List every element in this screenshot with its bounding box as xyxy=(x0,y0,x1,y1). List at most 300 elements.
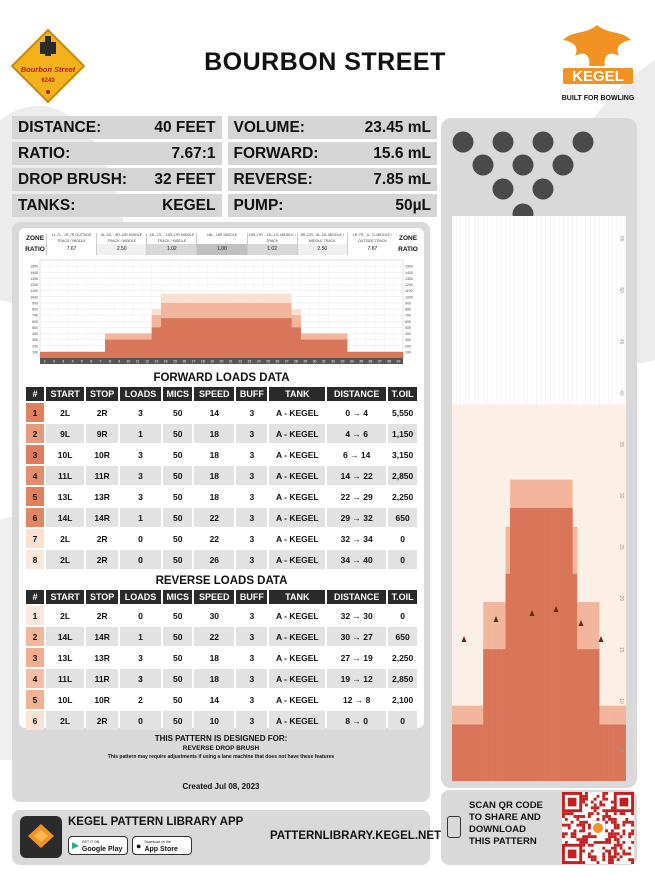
column-header: LOADS xyxy=(120,590,161,604)
zone-title: 1R-7R - 1L-7L MIDDLE / OUTSIDE TRACK xyxy=(352,233,393,243)
stat-cell xyxy=(228,142,438,165)
phone-icon xyxy=(447,816,461,838)
zone-label: ZONE xyxy=(25,235,45,242)
y-tick-label: 1400 xyxy=(30,270,38,275)
table-row xyxy=(26,445,417,464)
pattern-bar xyxy=(356,352,366,358)
y-tick-label: 500 xyxy=(32,325,38,330)
x-tick-label: 19 xyxy=(210,359,215,364)
stat-cell xyxy=(228,168,438,191)
lane-oil-band xyxy=(546,508,551,781)
column-header: LOADS xyxy=(120,387,161,401)
kegel-logo xyxy=(555,20,640,110)
x-tick-label: 16 xyxy=(182,359,187,364)
table-cell: 2L xyxy=(46,711,84,730)
row-number: 4 xyxy=(26,466,44,485)
y-tick-label: 200 xyxy=(32,344,38,349)
zone-title: 18L - 18R MIDDLE xyxy=(206,233,238,237)
table-cell: 2R xyxy=(86,606,118,625)
app-title: KEGEL PATTERN LIBRARY APP xyxy=(68,816,244,828)
table-cell: 50 xyxy=(163,648,192,667)
svg-text:KEGEL: KEGEL xyxy=(572,68,624,85)
column-header: SPEED xyxy=(194,590,234,604)
table-row xyxy=(26,711,417,730)
app-icon[interactable] xyxy=(20,816,62,858)
lane-oil-band xyxy=(510,508,515,781)
zone-ratio: 1.02 xyxy=(248,244,297,255)
oil-pattern-graph xyxy=(24,256,419,368)
x-tick-label: 18 xyxy=(200,359,205,364)
x-tick-label: 1 xyxy=(43,359,46,364)
table-cell: 650 xyxy=(388,508,417,527)
table-row xyxy=(26,424,417,443)
stat-cell xyxy=(12,116,222,139)
column-header: T.OIL xyxy=(388,590,417,604)
table-cell: 2 xyxy=(120,690,161,709)
lane-ruler-label: 40 xyxy=(618,390,624,396)
pattern-bar xyxy=(310,340,320,358)
x-tick-label: 31 xyxy=(321,359,326,364)
lane-oil-band xyxy=(497,649,502,781)
pin-deck xyxy=(441,118,637,228)
zone-title: 13R-17R - 13L-17L MIDDLE / TRACK xyxy=(248,233,296,243)
stat-label: RATIO: xyxy=(18,144,71,162)
table-cell: 50 xyxy=(163,445,192,464)
app-store-button[interactable]: ● Download on the App Store xyxy=(132,836,192,855)
pattern-bar xyxy=(161,318,171,358)
column-header: SPEED xyxy=(194,387,234,401)
google-play-icon: ▶ xyxy=(72,840,79,850)
column-header: T.OIL xyxy=(388,387,417,401)
table-cell: 27 → 19 xyxy=(327,648,386,667)
pattern-bar xyxy=(347,352,357,358)
lane-ruler-label: 10 xyxy=(618,698,624,704)
stat-cell xyxy=(12,168,222,191)
lane-oil-band xyxy=(559,508,564,781)
y-tick-label-right: 400 xyxy=(405,332,411,336)
stat-value: 32 FEET xyxy=(154,170,216,188)
x-tick-label: 2 xyxy=(52,359,55,364)
pin xyxy=(453,132,474,153)
x-tick-label: 34 xyxy=(349,359,354,364)
lane-oil-band xyxy=(528,508,533,781)
table-header-row xyxy=(26,387,417,401)
zone-cell xyxy=(46,233,96,255)
y-tick-label: 800 xyxy=(32,307,38,312)
pin xyxy=(533,132,554,153)
table-cell: 2L xyxy=(46,606,84,625)
table-cell: 18 xyxy=(194,669,234,688)
y-tick-label-right: 1000 xyxy=(405,295,413,300)
x-tick-label: 29 xyxy=(303,359,308,364)
table-cell: 50 xyxy=(163,508,192,527)
table-cell: A - KEGEL xyxy=(269,669,325,688)
column-header: TANK xyxy=(269,387,325,401)
table-cell: 29 → 32 xyxy=(327,508,386,527)
lane-oil-band xyxy=(577,649,582,781)
table-cell: 3 xyxy=(236,606,267,625)
table-cell: 13L xyxy=(46,487,84,506)
pattern-bar xyxy=(152,327,162,358)
table-cell: 50 xyxy=(163,466,192,485)
x-tick-label: 6 xyxy=(90,359,93,364)
table-cell: 3 xyxy=(120,648,161,667)
table-cell: 6 → 14 xyxy=(327,445,386,464)
x-tick-label: 25 xyxy=(266,359,270,364)
table-cell: 10L xyxy=(46,445,84,464)
pattern-bar xyxy=(282,318,292,358)
x-tick-label: 33 xyxy=(340,359,345,364)
y-tick-label-right: 600 xyxy=(405,319,411,324)
forward-loads-table xyxy=(24,385,419,571)
table-cell: 0 xyxy=(388,550,417,569)
stat-value: 7.85 mL xyxy=(373,170,431,188)
y-tick-label-right: 1300 xyxy=(405,276,413,281)
lane-oil-band xyxy=(617,725,622,782)
table-cell: A - KEGEL xyxy=(269,529,325,548)
pattern-bar xyxy=(329,340,339,358)
lane-oil-band xyxy=(604,725,609,782)
pattern-bar xyxy=(68,352,78,358)
pattern-bar xyxy=(273,318,283,358)
table-cell: 0 xyxy=(120,711,161,730)
pattern-bar xyxy=(96,352,106,358)
reverse-loads-table xyxy=(24,588,419,732)
lane-oil-band xyxy=(568,508,573,781)
table-cell: A - KEGEL xyxy=(269,508,325,527)
row-number: 4 xyxy=(26,669,44,688)
table-row xyxy=(26,466,417,485)
table-cell: 3 xyxy=(120,487,161,506)
x-tick-label: 12 xyxy=(145,359,149,364)
zone-ratio: 2.50 xyxy=(97,244,146,255)
table-cell: 3 xyxy=(120,445,161,464)
designed-heading: THIS PATTERN IS DESIGNED FOR: xyxy=(154,734,288,743)
x-tick-label: 4 xyxy=(71,359,74,364)
pattern-bar xyxy=(170,318,180,358)
pattern-bar xyxy=(87,352,97,358)
created-date: Created Jul 08, 2023 xyxy=(182,782,260,791)
qr-instructions: SCAN QR CODE TO SHARE AND DOWNLOAD THIS PATTERN xyxy=(469,800,543,847)
table-cell: 50 xyxy=(163,424,192,443)
table-cell: 14 xyxy=(194,690,234,709)
zone-cell xyxy=(196,233,246,255)
svg-text:BUILT FOR BOWLING: BUILT FOR BOWLING xyxy=(561,95,635,102)
x-tick-label: 17 xyxy=(191,359,196,364)
zone-cell xyxy=(96,233,146,255)
pattern-bar xyxy=(49,352,59,358)
lane-oil-band xyxy=(608,725,613,782)
table-cell: 2R xyxy=(86,529,118,548)
column-header: START xyxy=(46,387,84,401)
table-cell: A - KEGEL xyxy=(269,606,325,625)
lane-oil-band xyxy=(555,508,560,781)
pattern-stats xyxy=(12,116,437,220)
table-cell: 3 xyxy=(236,445,267,464)
y-tick-label: 1000 xyxy=(30,295,38,300)
bourbon-street-logo xyxy=(10,28,86,109)
table-cell: 11L xyxy=(46,466,84,485)
row-number: 2 xyxy=(26,627,44,646)
google-play-button[interactable]: ▶ GET IT ON Google Play xyxy=(68,836,128,855)
y-tick-label: 1200 xyxy=(30,283,38,287)
table-row xyxy=(26,403,417,422)
table-cell: 26 xyxy=(194,550,234,569)
table-cell: 3 xyxy=(236,424,267,443)
row-number: 5 xyxy=(26,690,44,709)
table-cell: 3 xyxy=(236,669,267,688)
table-cell: 5,550 xyxy=(388,403,417,422)
pattern-bar xyxy=(245,318,255,358)
zone-ratio: 7.67 xyxy=(348,244,397,255)
stat-value: 23.45 mL xyxy=(364,118,431,136)
pattern-bar xyxy=(226,318,236,358)
table-cell: 10L xyxy=(46,690,84,709)
stat-cell xyxy=(228,194,438,217)
table-cell: 0 xyxy=(388,529,417,548)
y-tick-label-right: 200 xyxy=(405,344,411,349)
stats-row xyxy=(12,116,437,139)
y-tick-label-right: 300 xyxy=(405,338,411,343)
table-cell: 11L xyxy=(46,669,84,688)
table-cell: A - KEGEL xyxy=(269,550,325,569)
pattern-bar xyxy=(208,318,218,358)
table-cell: 22 xyxy=(194,627,234,646)
zone-cell xyxy=(146,233,196,255)
pin xyxy=(473,155,494,176)
column-header: BUFF xyxy=(236,590,267,604)
ratio-label: RATIO xyxy=(25,246,45,253)
x-tick-label: 36 xyxy=(368,359,373,364)
column-header: DISTANCE xyxy=(327,590,386,604)
qr-share-panel xyxy=(441,790,637,865)
lane-oil-band xyxy=(519,508,524,781)
x-tick-label: 20 xyxy=(219,359,224,364)
y-tick-label: 100 xyxy=(32,350,38,355)
table-cell: 650 xyxy=(388,627,417,646)
column-header: MICS xyxy=(163,590,192,604)
pattern-bar xyxy=(133,340,143,358)
table-cell: 0 xyxy=(120,529,161,548)
pattern-bar xyxy=(319,340,329,358)
table-cell: 18 xyxy=(194,487,234,506)
forward-loads-title: FORWARD LOADS DATA xyxy=(153,372,290,384)
column-header: START xyxy=(46,590,84,604)
y-tick-label: 300 xyxy=(32,338,38,343)
stat-label: DISTANCE: xyxy=(18,118,102,136)
pattern-data-panel xyxy=(12,222,430,802)
qr-code[interactable] xyxy=(562,792,634,864)
pin xyxy=(573,132,594,153)
table-cell: 11R xyxy=(86,466,118,485)
lane-oil-band xyxy=(599,725,604,782)
x-tick-label: 22 xyxy=(238,359,243,364)
table-cell: 0 xyxy=(120,606,161,625)
table-cell: 0 xyxy=(388,711,417,730)
table-cell: A - KEGEL xyxy=(269,466,325,485)
y-tick-label-right: 900 xyxy=(405,301,411,306)
table-cell: 14 → 22 xyxy=(327,466,386,485)
stat-value: 7.67:1 xyxy=(171,144,216,162)
y-tick-label-right: 800 xyxy=(405,307,411,312)
x-tick-label: 35 xyxy=(359,359,364,364)
y-tick-label: 1300 xyxy=(30,276,38,281)
table-cell: 50 xyxy=(163,711,192,730)
lane-oil-band xyxy=(581,649,586,781)
table-header-row xyxy=(26,590,417,604)
lane-oil-band xyxy=(590,649,595,781)
stat-label: DROP BRUSH: xyxy=(18,170,128,188)
zone-ratio: 2.50 xyxy=(298,244,347,255)
table-cell: 3 xyxy=(236,550,267,569)
y-tick-label-right: 1200 xyxy=(405,283,413,287)
table-cell: 10R xyxy=(86,445,118,464)
stat-label: REVERSE: xyxy=(233,170,313,188)
table-cell: 2,850 xyxy=(388,669,417,688)
lane-ruler-label: 5 xyxy=(618,749,624,753)
x-tick-label: 27 xyxy=(284,359,289,364)
stat-value: 50µL xyxy=(395,196,431,214)
pattern-bar xyxy=(366,352,376,358)
table-cell: 50 xyxy=(163,529,192,548)
lane-ruler-label: 15 xyxy=(618,646,624,653)
stats-row xyxy=(12,194,437,217)
stat-label: VOLUME: xyxy=(233,118,305,136)
x-tick-label: 26 xyxy=(275,359,280,364)
x-tick-label: 24 xyxy=(256,359,261,364)
stats-row xyxy=(12,142,437,165)
row-number: 1 xyxy=(26,403,44,422)
zone-title: 1L-7L - 1R-7R OUTSIDE TRACK / MIDDLE xyxy=(51,233,92,243)
table-cell: 50 xyxy=(163,627,192,646)
pattern-bar xyxy=(142,340,152,358)
y-tick-label-right: 1100 xyxy=(405,289,413,294)
table-cell: 50 xyxy=(163,403,192,422)
table-cell: 3 xyxy=(236,711,267,730)
table-cell: 3 xyxy=(236,690,267,709)
lane-oil-band xyxy=(523,508,528,781)
table-cell: 13L xyxy=(46,648,84,667)
table-cell: 50 xyxy=(163,487,192,506)
lane-ruler-label: 20 xyxy=(618,595,624,602)
pattern-bar xyxy=(114,340,124,358)
x-tick-label: 37 xyxy=(377,359,382,364)
table-cell: 32 → 34 xyxy=(327,529,386,548)
ratio-label-right: RATIO xyxy=(398,246,418,253)
table-cell: 18 xyxy=(194,466,234,485)
y-tick-label: 900 xyxy=(32,301,38,306)
lane-oil-band xyxy=(461,725,466,782)
row-number: 3 xyxy=(26,648,44,667)
x-tick-label: 7 xyxy=(99,359,102,364)
column-header: BUFF xyxy=(236,387,267,401)
table-cell: 14R xyxy=(86,508,118,527)
lane-oil-band xyxy=(492,649,497,781)
designed-for-section xyxy=(12,734,430,791)
zone-title: 8L-12L - 8R-12R MIDDLE TRACK / MIDDLE xyxy=(101,233,143,243)
lane-oil-band xyxy=(564,508,569,781)
pin xyxy=(493,132,514,153)
stat-label: PUMP: xyxy=(233,196,284,214)
table-cell: 14L xyxy=(46,627,84,646)
table-cell: 8 → 0 xyxy=(327,711,386,730)
zone-title: 8R-12R - 8L-12L MIDDLE / MIDDLE TRACK xyxy=(300,233,344,243)
x-tick-label: 28 xyxy=(294,359,298,364)
pin xyxy=(533,179,554,200)
table-cell: 2R xyxy=(86,403,118,422)
y-tick-label-right: 1500 xyxy=(405,264,413,269)
row-number: 5 xyxy=(26,487,44,506)
lane-oil-band xyxy=(550,508,555,781)
column-header: TANK xyxy=(269,590,325,604)
pattern-library-url[interactable]: PATTERNLIBRARY.KEGEL.NET xyxy=(270,830,442,842)
column-header: # xyxy=(26,387,44,401)
x-tick-label: 23 xyxy=(247,359,252,364)
stat-cell xyxy=(12,194,222,217)
apple-icon: ● xyxy=(136,840,142,851)
table-cell: 1 xyxy=(120,508,161,527)
table-row xyxy=(26,669,417,688)
x-tick-label: 38 xyxy=(387,359,391,364)
table-cell: 3 xyxy=(120,466,161,485)
lane-ruler-label: 25 xyxy=(618,544,624,550)
lane-oil-band xyxy=(452,725,457,782)
lane-oil-band xyxy=(595,649,600,781)
table-cell: 50 xyxy=(163,606,192,625)
table-cell: A - KEGEL xyxy=(269,627,325,646)
svg-text:Bourbon Street: Bourbon Street xyxy=(20,65,76,74)
x-tick-label: 21 xyxy=(228,359,233,364)
zone-cell xyxy=(347,233,397,255)
pattern-bar xyxy=(263,318,273,358)
row-number: 6 xyxy=(26,711,44,730)
y-tick-label-right: 1400 xyxy=(405,270,413,275)
table-cell: 14L xyxy=(46,508,84,527)
app-footer xyxy=(12,810,442,865)
table-row xyxy=(26,487,417,506)
pattern-bar xyxy=(77,352,87,358)
table-cell: A - KEGEL xyxy=(269,403,325,422)
table-row xyxy=(26,529,417,548)
x-tick-label: 15 xyxy=(173,359,177,364)
table-row xyxy=(26,508,417,527)
x-tick-label: 5 xyxy=(80,359,83,364)
pattern-bar xyxy=(124,340,134,358)
x-tick-label: 39 xyxy=(396,359,401,364)
table-cell: 19 → 12 xyxy=(327,669,386,688)
table-cell: 1,150 xyxy=(388,424,417,443)
table-cell: 18 xyxy=(194,648,234,667)
table-cell: 4 → 6 xyxy=(327,424,386,443)
table-row xyxy=(26,648,417,667)
table-cell: 50 xyxy=(163,690,192,709)
zone-title: 13L-17L - 13R-17R MIDDLE TRACK / MIDDLE xyxy=(149,233,195,243)
x-tick-label: 32 xyxy=(331,359,336,364)
pattern-bar xyxy=(40,352,50,358)
pattern-bar xyxy=(235,318,245,358)
pattern-bar xyxy=(384,352,394,358)
table-cell: A - KEGEL xyxy=(269,445,325,464)
table-cell: 22 → 29 xyxy=(327,487,386,506)
zone-cell xyxy=(297,233,347,255)
table-cell: 0 xyxy=(120,550,161,569)
pattern-bar xyxy=(291,327,301,358)
lane-ruler-label: 35 xyxy=(618,441,624,448)
table-cell: A - KEGEL xyxy=(269,648,325,667)
table-cell: 9L xyxy=(46,424,84,443)
svg-text:6240: 6240 xyxy=(41,78,55,84)
table-cell: 3 xyxy=(236,529,267,548)
